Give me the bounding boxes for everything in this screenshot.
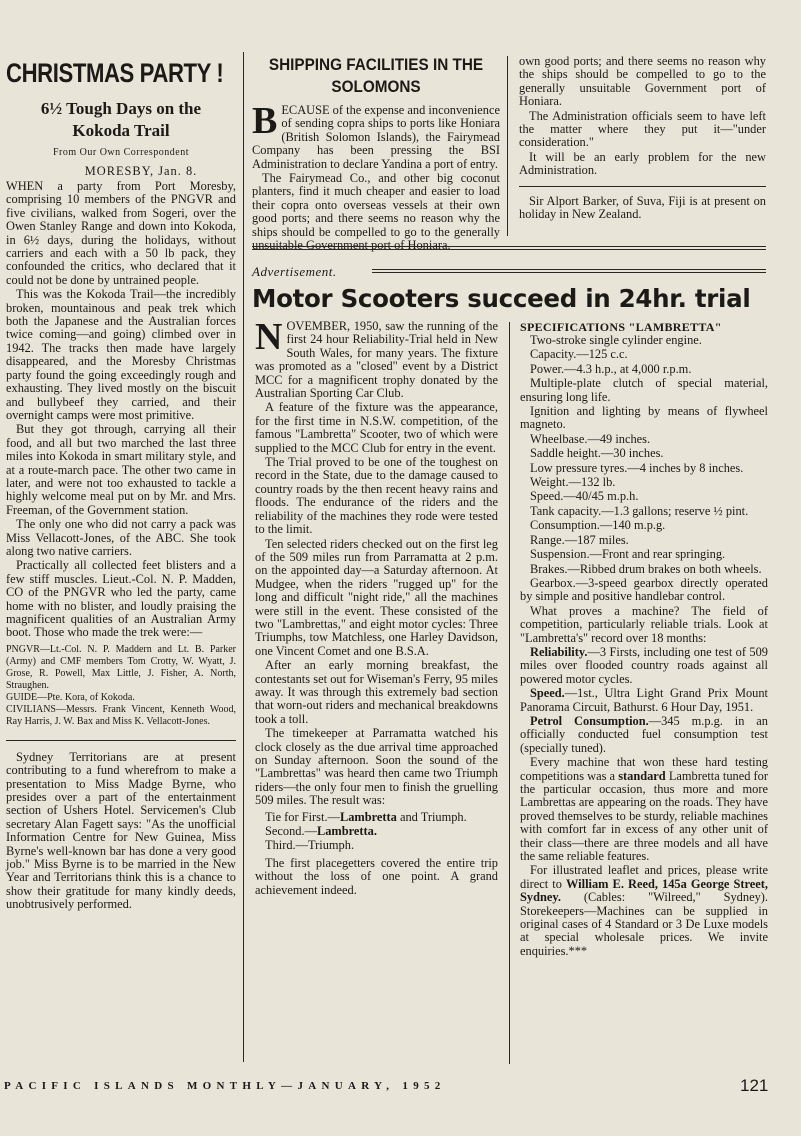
shipping-headline: SHIPPING FACILITIES IN THE SOLOMONS (268, 55, 484, 96)
record-line: Speed.—1st., Ultra Light Grand Prix Mount Panorama Circuit, Bathurst. 6 Hour Day, 1951. (520, 686, 768, 714)
shipping-article (252, 54, 500, 253)
shipping-para-text: ECAUSE of the expense and inconvenience of sending copra ships to ports like Honiara (British Solomon Islands), the Fairymead Company has been pressing the BSI Administration to declare Yandina a port of entry. (252, 103, 500, 171)
spec-item: Range.—187 miles. (530, 532, 629, 547)
result-line: Second.—Lambretta. (265, 824, 377, 839)
ad-para: The Trial proved to be one of the toughest on record in the State, due to the damage caused to country roads by the then recent heavy rains and floods. The endurance of the riders and the reliability of the machines they rode were tested to the limit. (255, 455, 498, 537)
ad-para (255, 316, 498, 401)
spec-item: Consumption.—140 m.p.g. (530, 518, 666, 533)
christmas-headline: CHRISTMAS PARTY ! (6, 58, 224, 88)
spec-item: Speed.—40/45 m.p.h. (530, 489, 639, 504)
spec-title: SPECIFICATIONS "LAMBRETTA" (520, 320, 722, 334)
christmas-subhead: 6½ Tough Days on the Kokoda Trail (40, 99, 202, 140)
christmas-article (6, 50, 236, 912)
party-list: PNGVR—Lt.-Col. N. P. Maddern and Lt. B. Parker (Army) and CMF members Tom Crotty, W. Wyatt, J. Grose, R. Powell, Max Little, J. Fisher, A. North, Straughen. (6, 643, 236, 691)
shipping-para: The Fairymead Co., and other big coconut planters, find it much cheaper and easier to load their copra onto overseas vessels at their own good ports; and there seems no reason why the ships should be compelled to go to the generally unsuitable Government port of Honiara. (252, 171, 500, 253)
shipping-para: The Administration officials seem to have left the matter where they put it—"under consideration." (519, 108, 766, 150)
page-footer (0, 1078, 801, 1100)
ad-body (255, 316, 498, 897)
spec-item: Capacity.—125 c.c. (530, 347, 628, 362)
christmas-para: Practically all collected feet blisters and a few stiff muscles. Lieut.-Col. N. P. Madden, CO of the PNGVR who led the party, came home with no blister, and loudly praising the magnificent qualities of an Australian Army boot. Those who made the trek were:— (6, 558, 236, 640)
christmas-para: This was the Kokoda Trail—the incredibly broken, mountainous and peak trek which both the Japanese and the Australian forces twice coming—and going) climbed over in 1942. The tracks then made have largely disappeared, and the Moresby Christmas party found the going exceedingly rough and exhausting. They lived mostly on the biscuit and bullybeef they carried, and their overnight camps were most primitive. (6, 287, 236, 422)
record-line: Reliability.—3 Firsts, including one test of 509 miles over flooded country roads against all powered motor cycles. (520, 644, 768, 686)
ad-para: What proves a machine? The field of competition, particularly reliable trials. Look at "Lambretta's" record over 18 months: (520, 603, 768, 645)
page-number: 121 (740, 1076, 769, 1095)
ad-para: Ten selected riders checked out on the first leg of the 509 miles run from Parramatta at 2 p.m. on the appointed day—a Saturday afternoon. At Mudgee, when the riders "rugged up" for the long and difficult "night ride," all the machines were still in the event. These consisted of the two "Lambrettas," and eight motor cycles: Three Triumphs, tow Matchless, one Harley Davidson, one Vincent Comet and one B.S.A. (255, 536, 498, 658)
spec-item: Gearbox.—3-speed gearbox directly operated by simple and positive handlebar control. (520, 575, 768, 604)
vertical-rule (509, 322, 510, 1064)
contact-para: For illustrated leaflet and prices, please write direct to William E. Reed, 145a George Street, Sydney. (Cables: "Wilreed," Sydney). Storekeepers—Machines can be supplied in original cases of 4 Standard or 3 De Luxe models at special wholesale prices. We invite enquiries.*** (520, 863, 768, 958)
ad-para: After an early morning breakfast, the contestants set out for Wiseman's Ferry, 95 miles away. It was through this extremely bad section that worn-out riders and mechanical breakdowns took a toll. (255, 658, 498, 726)
drop-cap: B (252, 100, 278, 142)
spec-item: Power.—4.3 h.p., at 4,000 r.p.m. (530, 361, 692, 376)
footer-title: PACIFIC ISLANDS MONTHLY—JANUARY, 1952 (4, 1080, 446, 1092)
ad-headline: Motor Scooters succeed in 24hr. trial (252, 284, 751, 313)
ad-rule (372, 269, 766, 273)
ad-para: The first placegetters covered the entire trip without the loss of one point. A grand achievement indeed. (255, 855, 498, 897)
ad-label: Advertisement. (252, 264, 337, 279)
vertical-rule (507, 56, 508, 236)
shipping-continued-text: own good ports; and there seems no reason why the ships should be compelled to go to the generally unsuitable Government port of Honiara. (519, 54, 766, 109)
result-line: Third.—Triumph. (265, 838, 355, 853)
christmas-para: WHEN a party from Port Moresby, comprising 10 members of the PNGVR and five civilians, walked from Sogeri, over the Owen Stanley Range and down into Kokoda, in 6½ days, during the holidays, without carriers and each with a 50 lb pack, they confounded the critics, who declared that it could not be done by untrained people. (6, 179, 236, 287)
ad-specs (520, 320, 768, 958)
record-line: Petrol Consumption.—345 m.p.g. in an officially conducted fuel consumption test (specially tuned). (520, 713, 768, 755)
divider (519, 186, 766, 187)
ad-para: A feature of the fixture was the appearance, for the first time in N.S.W. competition, of the famous "Lambretta" Scooter, two of which were supplied to the MCC Club for entry in the event. (255, 400, 498, 455)
spec-item: Multiple-plate clutch of special material, ensuring long life. (520, 376, 768, 404)
result-line: Tie for First.—Lambretta and Triumph. (265, 809, 467, 824)
spec-item: Saddle height.—30 inches. (530, 446, 664, 461)
party-list: CIVILIANS—Messrs. Frank Vincent, Kenneth Wood, Ray Harris, J. W. Bax and Miss K. Vellacott-Jones. (6, 703, 236, 727)
shipping-continued (519, 54, 766, 221)
spec-list (520, 334, 768, 604)
shipping-para (252, 100, 500, 171)
territorians-para: Sydney Territorians are at present contributing to a fund wherefrom to make a presentation to Miss Madge Byrne, who presides over a part of the entertainment section of Ushers Hotel. Servicemen's Club secretary Alan Fagett says: "As the unofficial Information Centre for New Guinea, Miss Byrne's well-known bar has done a very good job." Miss Byrne is to be married in the New Year and Territorians think this is a chance to show their gratitude for many kindly deeds, unobtrusively performed. (6, 749, 236, 912)
barker-note: Sir Alport Barker, of Suva, Fiji is at present on holiday in New Zealand. (519, 193, 766, 222)
christmas-para: The only one who did not carry a pack was Miss Vellacott-Jones, of the ABC. She took along two native carriers. (6, 517, 236, 558)
christmas-byline: From Our Own Correspondent (52, 147, 190, 158)
ad-para-text: OVEMBER, 1950, saw the running of the first 24 hour Reliability-Trial held in New South Wales, for many years. The fixture was promoted as a "closed" event by a District MCC for a magnificent trophy donated by the Australian Sporting Car Club. (255, 319, 498, 401)
vertical-rule (243, 52, 244, 1062)
christmas-para: But they got through, carrying all their food, and all but two marched the last three miles into Kokoda in smart military style, and at a route-march pace. The other two came in later, and were not too exhausted to tackle a highly welcome meal put on by Mr. and Mrs. Freeman, of the Government station. (6, 422, 236, 517)
spec-item: Ignition and lighting by means of flywheel magneto. (520, 404, 768, 432)
spec-item: Suspension.—Front and rear springing. (530, 547, 726, 562)
section-rule (252, 246, 766, 250)
party-list: GUIDE—Pte. Kora, of Kokoda. (6, 691, 135, 703)
ad-para: The timekeeper at Parramatta watched his clock closely as the due arrival time approached on Sunday afternoon. Soon the sound of the "Lambrettas" was heard then came two Triumph riders—the only four men to finish the gruelling 509 miles. The result was: (255, 726, 498, 808)
spec-item: Weight.—132 lb. (530, 475, 616, 490)
spec-item: Two-stroke single cylinder engine. (530, 333, 702, 347)
spec-item: Brakes.—Ribbed drum brakes on both wheels. (530, 561, 762, 576)
christmas-dateline: MORESBY, Jan. 8. (84, 164, 198, 178)
drop-cap: N (255, 316, 283, 358)
spec-item: Wheelbase.—49 inches. (530, 431, 651, 446)
spec-item: Tank capacity.—1.3 gallons; reserve ½ pint. (530, 503, 749, 518)
shipping-para: It will be an early problem for the new Administration. (519, 149, 766, 178)
column-divider (6, 740, 236, 741)
spec-item: Low pressure tyres.—4 inches by 8 inches. (530, 460, 744, 475)
ad-para: Every machine that won these hard testing competitions was a standard Lambretta tuned for the particular occasion, thus more and more Lambrettas are appearing on the roads. They have proved themselves to be sturdy, reliable machines with comfort far in excess of any other unit of their class—there are three models and all have the same reliable features. (520, 755, 768, 864)
